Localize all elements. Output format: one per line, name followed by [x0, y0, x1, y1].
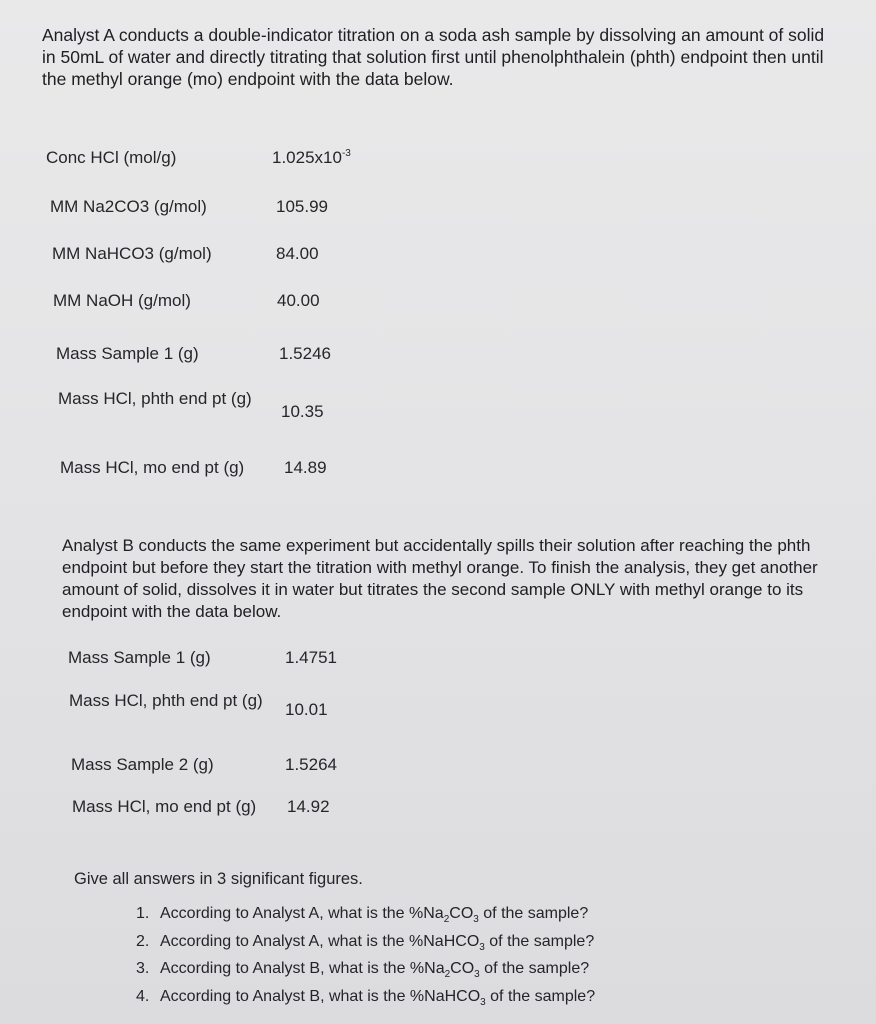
- mass-hcl-phth-value: 10.35: [281, 402, 324, 421]
- question-number: 4.: [136, 988, 150, 1006]
- table-row: [0, 458, 876, 488]
- analyst-b-description: Analyst B conducts the same experiment but accidentally spills their solution after reaching the phth endpoint but before they start the titration with methyl orange. To finish the analysis, they get another amount of solid, dissolves it in water but titrates the second sample ONLY with methyl orange to its endpoint with the data below.: [62, 536, 818, 621]
- table-row: [0, 755, 876, 785]
- mass-hcl-phth-label: Mass HCl, phth end pt (g): [58, 389, 252, 408]
- table-row: [0, 197, 876, 227]
- table-row: [0, 344, 876, 374]
- conc-hcl-value: $1.025x10^{-3}$: [272, 148, 351, 167]
- question-number: 2.: [136, 932, 150, 950]
- table-row: [0, 690, 876, 740]
- question-number: 3.: [136, 960, 150, 978]
- b-mass-hcl-phth-label: Mass HCl, phth end pt (g): [69, 691, 263, 710]
- list-item: 3. According to Analyst B, what is the $\%Na_2CO_3$ of the sample?: [136, 960, 590, 981]
- b-mass-sample-1-value: 1.4751: [285, 648, 337, 667]
- mass-sample-1-value: 1.5246: [279, 344, 331, 363]
- b-mass-sample-1-label: Mass Sample 1 (g): [68, 648, 211, 667]
- list-item: 2. According to Analyst A, what is the %NaHCO$_3$ of the sample?: [136, 932, 595, 953]
- b-mass-hcl-phth-value: 10.01: [285, 700, 328, 719]
- mm-naoh-label: MM NaOH (g/mol): [53, 291, 191, 310]
- b-mass-hcl-mo-value: 14.92: [287, 797, 330, 816]
- table-row: [0, 291, 876, 321]
- mm-nahco3-value: 84.00: [276, 244, 319, 263]
- question-list: [136, 903, 836, 1014]
- b-mass-sample-2-label: Mass Sample 2 (g): [71, 755, 214, 774]
- mm-na2co3-label: MM Na2CO3 (g/mol): [50, 197, 207, 216]
- mass-hcl-mo-value: 14.89: [284, 458, 327, 477]
- table-row: [0, 244, 876, 274]
- conc-hcl-label: Conc HCl (mol/g): [46, 148, 177, 167]
- mm-naoh-value: 40.00: [277, 291, 320, 310]
- b-mass-sample-2-value: 1.5264: [285, 755, 337, 774]
- mass-hcl-mo-label: Mass HCl, mo end pt (g): [60, 458, 245, 477]
- table-row: [0, 388, 876, 438]
- mm-nahco3-label: MM NaHCO3 (g/mol): [52, 244, 212, 263]
- mass-sample-1-label: Mass Sample 1 (g): [56, 344, 199, 363]
- table-row: [0, 648, 876, 678]
- instruction-text: Give all answers in 3 significant figures.: [74, 870, 363, 888]
- mm-na2co3-value: 105.99: [276, 197, 328, 216]
- table-row: [0, 148, 876, 178]
- list-item: 1. According to Analyst A, what is the $\%Na_2CO_3$ of the sample?: [136, 905, 589, 926]
- conc-hcl-exponent: -3: [341, 148, 351, 159]
- b-mass-hcl-mo-label: Mass HCl, mo end pt (g): [72, 797, 257, 816]
- analyst-a-description: Analyst A conducts a double-indicator titration on a soda ash sample by dissolving an amount of solid in 50mL of water and directly titrating that solution first until phenolphthalein (phth) endpoint then until the methyl orange (mo) endpoint with the data below.: [42, 25, 825, 89]
- table-row: [0, 797, 876, 827]
- list-item: 4. According to Analyst B, what is the %NaHCO$_3$ of the sample?: [136, 988, 596, 1009]
- question-number: 1.: [136, 905, 150, 922]
